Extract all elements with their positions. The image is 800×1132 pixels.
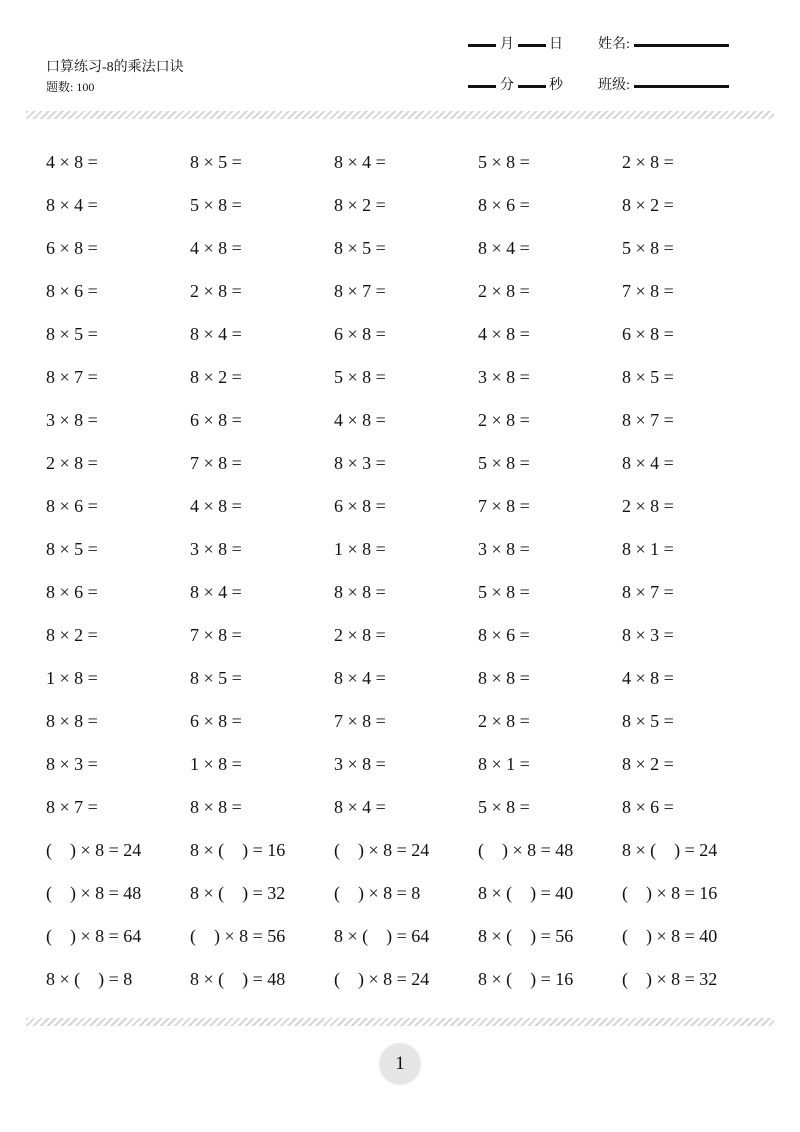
problem-item: ( ) × 8 = 24 [46,840,142,860]
problem-item: 8 × ( ) = 16 [190,840,286,860]
day-blank[interactable] [518,44,546,47]
problem-item: 7 × 8 = [334,711,386,731]
problem-item: 8 × 6 = [622,797,674,817]
problem-item: 4 × 8 = [190,238,242,258]
problem-item: 6 × 8 = [46,238,98,258]
problem-item: 8 × 6 = [478,625,530,645]
problem-item: 8 × ( ) = 56 [478,926,574,946]
problem-item: 6 × 8 = [334,496,386,516]
problem-item: 8 × 5 = [334,238,386,258]
problem-item: 5 × 8 = [190,195,242,215]
problem-item: 8 × 7 = [622,410,674,430]
problem-item: 5 × 8 = [334,367,386,387]
problem-item: 4 × 8 = [190,496,242,516]
problem-item: 7 × 8 = [190,625,242,645]
problem-item: 8 × 7 = [46,797,98,817]
problem-item: 8 × 4 = [334,797,386,817]
worksheet-title: 口算练习-8的乘法口诀 [46,60,184,75]
problem-item: 6 × 8 = [190,410,242,430]
problem-item: 8 × ( ) = 64 [334,926,430,946]
problem-item: 8 × 7 = [46,367,98,387]
problem-item: 8 × 4 = [190,582,242,602]
problem-item: ( ) × 8 = 40 [622,926,718,946]
problem-item: 5 × 8 = [622,238,674,258]
problem-item: 8 × ( ) = 8 [46,969,133,989]
problem-item: 8 × 1 = [622,539,674,559]
problem-item: 8 × 4 = [334,152,386,172]
problem-item: 8 × 2 = [622,754,674,774]
problem-item: 5 × 8 = [478,582,530,602]
problem-item: 8 × 4 = [478,238,530,258]
problem-item: 1 × 8 = [46,668,98,688]
problem-item: 3 × 8 = [334,754,386,774]
problem-item: 8 × 6 = [46,281,98,301]
problem-item: 8 × 3 = [622,625,674,645]
problem-item: 3 × 8 = [478,539,530,559]
month-blank[interactable] [468,44,496,47]
page-number: 1 [379,1043,421,1085]
problem-item: 8 × 5 = [622,711,674,731]
class-blank[interactable] [634,85,729,88]
day-label: 日 [549,37,563,52]
problem-item: 8 × 7 = [622,582,674,602]
problem-item: 6 × 8 = [190,711,242,731]
problem-item: 8 × 8 = [190,797,242,817]
problem-item: 7 × 8 = [478,496,530,516]
problem-item: 8 × 8 = [334,582,386,602]
top-divider [26,111,774,119]
problem-item: 8 × 5 = [46,324,98,344]
problem-item: ( ) × 8 = 56 [190,926,286,946]
problem-item: 5 × 8 = [478,453,530,473]
problem-item: 8 × ( ) = 24 [622,840,718,860]
problem-item: 5 × 8 = [478,152,530,172]
problem-item: 4 × 8 = [478,324,530,344]
problem-item: 2 × 8 = [622,152,674,172]
problem-item: 2 × 8 = [478,711,530,731]
problem-item: 6 × 8 = [334,324,386,344]
problem-item: 8 × 3 = [334,453,386,473]
problem-item: 8 × 1 = [478,754,530,774]
problem-item: 8 × 2 = [334,195,386,215]
problem-item: 8 × 8 = [46,711,98,731]
problem-item: 5 × 8 = [478,797,530,817]
problem-item: 2 × 8 = [478,281,530,301]
problem-item: ( ) × 8 = 24 [334,840,430,860]
problem-item: 8 × 4 = [622,453,674,473]
problem-item: 8 × 3 = [46,754,98,774]
problem-item: 8 × ( ) = 48 [190,969,286,989]
name-blank[interactable] [634,44,729,47]
problem-item: 8 × 5 = [190,668,242,688]
bottom-divider [26,1018,774,1026]
name-label: 姓名: [598,37,630,52]
second-label: 秒 [549,78,563,93]
problem-item: 3 × 8 = [46,410,98,430]
problem-item: ( ) × 8 = 48 [46,883,142,903]
problem-item: ( ) × 8 = 48 [478,840,574,860]
class-label: 班级: [598,78,630,93]
problem-item: 4 × 8 = [46,152,98,172]
problem-item: 2 × 8 = [478,410,530,430]
problem-item: 8 × 2 = [190,367,242,387]
problem-item: 8 × 4 = [46,195,98,215]
problem-item: 8 × 6 = [478,195,530,215]
problem-item: 8 × 5 = [622,367,674,387]
problem-item: 8 × 7 = [334,281,386,301]
problem-item: 8 × ( ) = 32 [190,883,286,903]
problem-item: 8 × 4 = [190,324,242,344]
problem-item: 8 × 8 = [478,668,530,688]
problem-item: 8 × 6 = [46,582,98,602]
problem-item: 4 × 8 = [334,410,386,430]
second-blank[interactable] [518,85,546,88]
problem-item: 7 × 8 = [190,453,242,473]
problem-item: 8 × 4 = [334,668,386,688]
problem-item: 8 × 2 = [46,625,98,645]
problem-item: 7 × 8 = [622,281,674,301]
problem-item: 8 × ( ) = 40 [478,883,574,903]
problem-item: 2 × 8 = [46,453,98,473]
problem-item: 1 × 8 = [334,539,386,559]
problem-item: ( ) × 8 = 24 [334,969,430,989]
problem-item: 2 × 8 = [334,625,386,645]
problem-item: 2 × 8 = [622,496,674,516]
minute-blank[interactable] [468,85,496,88]
problem-item: ( ) × 8 = 16 [622,883,718,903]
problem-item: ( ) × 8 = 64 [46,926,142,946]
problem-item: 8 × 6 = [46,496,98,516]
problem-item: 8 × 5 = [190,152,242,172]
problem-item: 8 × 5 = [46,539,98,559]
problem-item: 2 × 8 = [190,281,242,301]
problem-item: 3 × 8 = [478,367,530,387]
problem-item: 8 × ( ) = 16 [478,969,574,989]
problem-item: 3 × 8 = [190,539,242,559]
problem-item: 8 × 2 = [622,195,674,215]
problem-item: 4 × 8 = [622,668,674,688]
problem-item: ( ) × 8 = 32 [622,969,718,989]
problem-item: ( ) × 8 = 8 [334,883,421,903]
problem-item: 6 × 8 = [622,324,674,344]
minute-label: 分 [500,78,514,93]
month-label: 月 [500,37,514,52]
problem-item: 1 × 8 = [190,754,242,774]
problem-count: 题数: 100 [46,80,95,94]
